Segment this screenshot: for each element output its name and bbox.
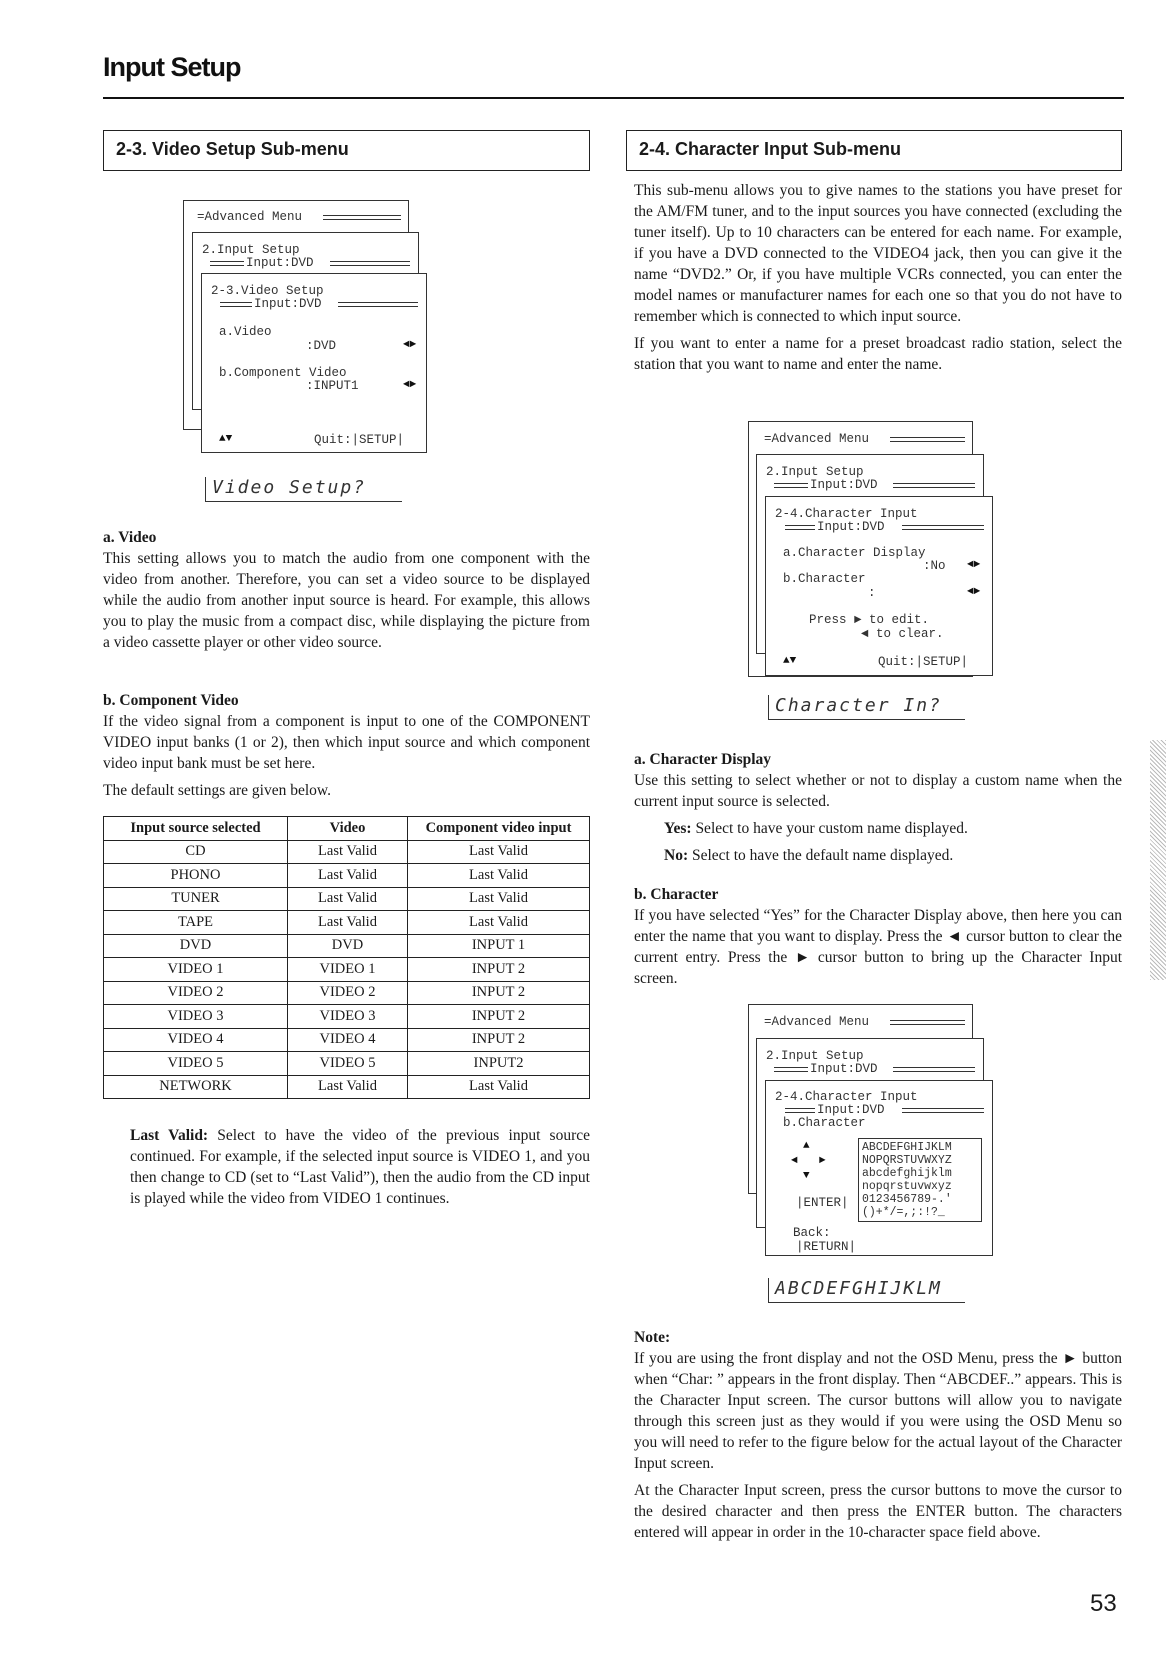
table-cell: DVD: [104, 934, 288, 958]
osd-advanced-title: =Advanced Menu: [197, 210, 303, 224]
page-number: 53: [1090, 1590, 1117, 1617]
table-cell: INPUT2: [408, 1052, 590, 1076]
table-row: [104, 981, 590, 1005]
osd-item-character-display: a.Character Display: [783, 546, 926, 560]
osd-press-clear: ◄ to clear.: [861, 627, 944, 641]
table-cell: INPUT 2: [408, 958, 590, 982]
default-settings-table: [103, 816, 590, 1099]
note-heading: Note:: [634, 1329, 671, 1346]
table-row: [104, 958, 590, 982]
section-title-video-setup: 2-3. Video Setup Sub-menu: [103, 130, 590, 171]
character-row: nopqrstuvwxyz: [862, 1180, 952, 1193]
side-thumb-tab: [1150, 740, 1166, 980]
table-row: [104, 887, 590, 911]
table-cell: VIDEO 5: [288, 1052, 408, 1076]
default-settings-text: The default settings are given below.: [103, 782, 331, 799]
table-cell: Last Valid: [288, 887, 408, 911]
table-cell: VIDEO 5: [104, 1052, 288, 1076]
osd-back-label: Back:: [793, 1226, 831, 1240]
table-cell: PHONO: [104, 864, 288, 888]
table-row: [104, 1005, 590, 1029]
character-heading: b. Character: [634, 886, 719, 903]
table-cell: Last Valid: [408, 1075, 590, 1099]
osd-item-character: b.Character: [783, 1116, 866, 1130]
no-description: Select to have the default name displayed.: [688, 847, 954, 864]
left-right-arrows-icon: ◄►: [403, 339, 417, 351]
intro-paragraph-2: If you want to enter a name for a preset broadcast radio station, select the station that you want to name and enter the name.: [634, 335, 1122, 373]
table-cell: DVD: [288, 934, 408, 958]
note-paragraph-2: At the Character Input screen, press the cursor buttons to move the cursor to the desired character and then press the ENTER button. The characters entered will appear in order in the 10-character space field above.: [634, 1482, 1122, 1541]
yes-option: [634, 818, 1122, 839]
character-section: [634, 884, 1122, 995]
osd-input-setup-title: 2.Input Setup: [202, 243, 300, 257]
table-cell: TUNER: [104, 887, 288, 911]
table-header-row: [104, 817, 590, 841]
note-section: [634, 1327, 1122, 1549]
osd-divider: [890, 437, 965, 442]
last-valid-label: Last Valid:: [130, 1127, 209, 1144]
osd-input-setup-sub: Input:DVD: [246, 256, 314, 270]
table-row: [104, 1075, 590, 1099]
table-cell: Last Valid: [288, 1075, 408, 1099]
title-rule: [103, 97, 1124, 99]
up-down-arrows-icon: ▲▼: [783, 655, 797, 667]
down-arrow-icon: ▼: [803, 1170, 810, 1182]
table-row: [104, 911, 590, 935]
table-cell: VIDEO 2: [104, 981, 288, 1005]
osd-character-input-sub: Input:DVD: [817, 1103, 885, 1117]
last-valid-paragraph: [130, 1125, 590, 1209]
character-display-heading: a. Character Display: [634, 751, 772, 768]
component-video-description: If the video signal from a component is input to one of the COMPONENT VIDEO input banks (1 or 2), then which input source and which component video input bank must be set here.: [103, 713, 590, 772]
left-arrow-icon: ◄: [791, 1155, 798, 1167]
table-cell: Last Valid: [408, 887, 590, 911]
osd-input-setup-title: 2.Input Setup: [766, 1049, 864, 1063]
table-cell: TAPE: [104, 911, 288, 935]
osd-video-setup-sub: Input:DVD: [254, 297, 322, 311]
page-title: Input Setup: [103, 52, 241, 82]
table-cell: INPUT 1: [408, 934, 590, 958]
table-cell: INPUT 2: [408, 981, 590, 1005]
osd-advanced-title: =Advanced Menu: [764, 432, 870, 446]
table-cell: Last Valid: [288, 840, 408, 864]
table-row: [104, 934, 590, 958]
character-row: ABCDEFGHIJKLM: [862, 1141, 952, 1154]
osd-character-input-sub: Input:DVD: [817, 520, 885, 534]
up-arrow-icon: ▲: [803, 1140, 810, 1152]
character-row: 0123456789-.': [862, 1193, 952, 1206]
video-section: [103, 527, 590, 659]
character-input-intro: [634, 180, 1122, 381]
character-row: ()+*/=,;:!?_: [862, 1206, 945, 1219]
yes-label: Yes:: [664, 820, 692, 837]
character-display-section: [634, 749, 1122, 872]
no-option: [634, 845, 1122, 866]
osd-item-component-value: :INPUT1: [306, 379, 359, 393]
table-cell: Last Valid: [288, 864, 408, 888]
video-description: This setting allows you to match the audio from one component with the video from another. Therefore, you can set a video source to be displayed while the audio from another input source is heard. For example, this allows you to play the music from a compact disc, while displaying the picture from a video cassette player or other video source.: [103, 550, 590, 651]
table-cell: Last Valid: [288, 911, 408, 935]
osd-input-setup-title: 2.Input Setup: [766, 465, 864, 479]
osd-item-character-display-value: :No: [923, 559, 946, 573]
osd-character-input-title: 2-4.Character Input: [775, 1090, 918, 1104]
note-paragraph-1: If you are using the front display and not the OSD Menu, press the ► button when “Char: ” appears in the front display. Then “ABCDEF..” appears. This is the Character Input screen. The cursor buttons will allow you to navigate through this screen just as they would if you were using the OSD Menu so you will need to refer to the figure below for the actual layout of the Character Input screen.: [634, 1350, 1122, 1472]
section-title-character-input: 2-4. Character Input Sub-menu: [626, 130, 1122, 171]
video-heading: a. Video: [103, 529, 157, 546]
table-row: [104, 1028, 590, 1052]
osd-divider: [210, 261, 244, 266]
component-video-heading: b. Component Video: [103, 692, 239, 709]
table-row: [104, 864, 590, 888]
table-cell: VIDEO 1: [288, 958, 408, 982]
osd-divider: [902, 1108, 984, 1113]
table-cell: Last Valid: [408, 864, 590, 888]
osd-divider: [338, 302, 418, 307]
intro-paragraph-1: This sub-menu allows you to give names to the stations you have preset for the AM/FM tuner, and to the input sources you have connected (excluding the tuner itself). Up to 10 characters can be entered for each name. For example, if you have a DVD connected to the VIDEO4 jack, then you can give it the name “DVD2.” Or, if you have multiple VCRs connected, you can enter the model names or manufacturer names for each one so that you do not have to remember which is connected to which input source.: [634, 182, 1122, 325]
osd-quit-label: Quit:|SETUP|: [314, 433, 405, 447]
table-cell: VIDEO 2: [288, 981, 408, 1005]
table-cell: VIDEO 4: [104, 1028, 288, 1052]
left-right-arrows-icon: ◄►: [403, 379, 417, 391]
table-cell: VIDEO 4: [288, 1028, 408, 1052]
osd-input-setup-sub: Input:DVD: [810, 478, 878, 492]
osd-item-video-value: :DVD: [306, 339, 337, 353]
left-right-arrows-icon: ◄►: [967, 559, 981, 571]
osd-input-setup-sub: Input:DVD: [810, 1062, 878, 1076]
table-cell: Last Valid: [408, 911, 590, 935]
yes-description: Select to have your custom name displayed.: [691, 820, 968, 837]
character-display-description: Use this setting to select whether or not to display a custom name when the current input source is selected.: [634, 772, 1122, 810]
left-right-arrows-icon: ◄►: [967, 586, 981, 598]
lcd-character-in: Character In?: [768, 695, 965, 720]
table-cell: INPUT 2: [408, 1005, 590, 1029]
osd-character-input-title: 2-4.Character Input: [775, 507, 918, 521]
osd-item-character-value: :: [868, 586, 876, 600]
table-row: [104, 1052, 590, 1076]
up-down-arrows-icon: ▲▼: [219, 433, 233, 445]
character-grid: [858, 1138, 982, 1222]
last-valid-section: [130, 1125, 590, 1215]
table-cell: Last Valid: [408, 840, 590, 864]
table-row: [104, 840, 590, 864]
table-cell: INPUT 2: [408, 1028, 590, 1052]
osd-advanced-title: =Advanced Menu: [764, 1015, 870, 1029]
table-cell: VIDEO 3: [288, 1005, 408, 1029]
osd-divider: [774, 1067, 808, 1072]
osd-quit-label: Quit:|SETUP|: [878, 655, 969, 669]
osd-return-key: |RETURN|: [796, 1240, 857, 1254]
osd-divider: [785, 525, 815, 530]
table-cell: NETWORK: [104, 1075, 288, 1099]
lcd-video-setup: Video Setup?: [205, 477, 402, 502]
table-cell: CD: [104, 840, 288, 864]
last-valid-description: Select to have the video of the previous input source continued. For example, if the selected input source is VIDEO 1, and you then change to CD (set to “Last Valid”), then the audio from the CD input is played while the video from VIDEO 1 continues.: [130, 1127, 591, 1207]
osd-divider: [902, 525, 984, 530]
osd-item-component-video: b.Component Video: [219, 366, 347, 380]
table-cell: VIDEO 3: [104, 1005, 288, 1029]
lcd-character-string: ABCDEFGHIJKLM: [768, 1278, 965, 1303]
osd-divider: [785, 1108, 815, 1113]
right-arrow-icon: ►: [819, 1155, 826, 1167]
character-description: If you have selected “Yes” for the Character Display above, then here you can enter the name that you want to display. Press the ◄ cursor button to clear the current entry. Press the ► cursor button to bring up the Character Input screen.: [634, 907, 1122, 987]
osd-divider: [890, 1020, 965, 1025]
character-row: NOPQRSTUVWXYZ: [862, 1154, 952, 1167]
osd-divider: [330, 261, 410, 266]
osd-item-character: b.Character: [783, 572, 866, 586]
osd-press-edit: Press ► to edit.: [809, 613, 930, 627]
table-header: Video: [288, 817, 408, 841]
osd-divider: [774, 483, 808, 488]
osd-item-video: a.Video: [219, 325, 272, 339]
table-header: Component video input: [408, 817, 590, 841]
character-row: abcdefghijklm: [862, 1167, 952, 1180]
osd-enter-key: |ENTER|: [796, 1196, 849, 1210]
no-label: No:: [664, 847, 689, 864]
table-header: Input source selected: [104, 817, 288, 841]
osd-divider: [220, 302, 252, 307]
osd-divider: [893, 1067, 975, 1072]
osd-divider: [323, 215, 401, 220]
osd-video-setup-title: 2-3.Video Setup: [211, 284, 324, 298]
osd-divider: [893, 483, 975, 488]
component-video-section: [103, 690, 590, 807]
table-cell: VIDEO 1: [104, 958, 288, 982]
